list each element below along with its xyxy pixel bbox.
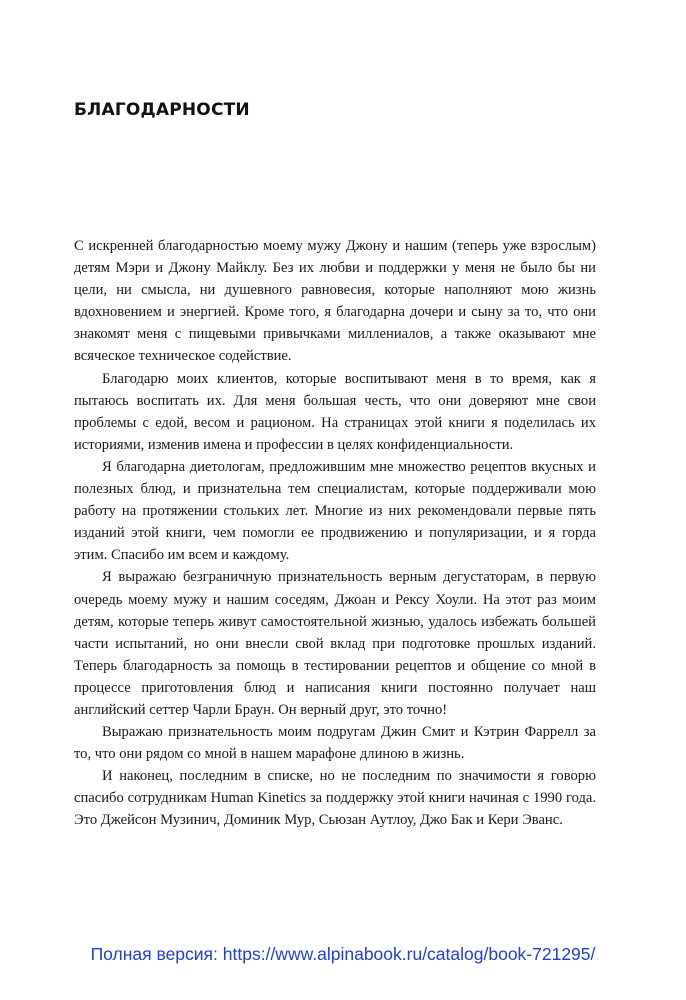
paragraph-5: Выражаю признательность моим подругам Джин Смит и Кэтрин Фаррелл за то, что они рядом со мной в нашем марафоне длиною в жизнь.: [74, 724, 596, 763]
full-version-link[interactable]: [0, 944, 686, 965]
paragraph-4: Я выражаю безграничную признательность верным дегустаторам, в первую очередь моему мужу и нашим соседям, Джоан и Рексу Хоули. На этот раз моим детям, которые теперь живут самостоятельной жизнью, удалось избежать большей части испытаний, но они внесли свой вклад при подготовке прошлых изданий. Теперь благодарность за помощь в тестировании рецептов и общение со мной в процессе приготовления блюд и написания книги постоянно получает наш английский сеттер Чарли Браун. Он верный друг, это точно!: [74, 569, 596, 718]
paragraph-2: Благодарю моих клиентов, которые воспитывают меня в то время, как я пытаюсь воспитать их. Для меня большая честь, что они доверяют мне свои проблемы с едой, весом и рационом. На страницах этой книги я поделилась их историями, изменив имена и профессии в целях конфиденциальности.: [74, 370, 596, 453]
full-version-label: Полная версия:: [90, 944, 218, 964]
paragraph-1: С искренней благодарностью моему мужу Джону и нашим (теперь уже взрослым) детям Мэри и Джону Майклу. Без их любви и поддержки у меня не было бы ни цели, ни смысла, ни душевного равновесия, которые наполняют мою жизнь вдохновением и энергией. Кроме того, я благодарна дочери и сыну за то, что они знакомят меня с пищевыми привычками миллениалов, а также оказывают мне всяческое техническое содействие.: [74, 238, 596, 365]
paragraph-3: Я благодарна диетологам, предложившим мне множество рецептов вкусных и полезных блюд, и признательна тем специалистам, которые поддерживали мою работу на протяжении стольких лет. Многие из них рекомендовали первые пять изданий этой книги, чем помогли ее продвижению и популяризации, и я горда этим. Спасибо им всем и каждому.: [74, 458, 596, 564]
paragraph-6: И наконец, последним в списке, но не последним по значимости я говорю спасибо сотрудникам Human Kinetics за поддержку этой книги начиная с 1990 года. Это Джейсон Музинич, Доминик Мур, Сьюзан Аутлоу, Джо Бак и Кери Эванс.: [74, 768, 596, 829]
acknowledgements-text: [74, 235, 596, 832]
full-version-url: https://www.alpinabook.ru/catalog/book-721295/: [222, 944, 596, 964]
page-heading: БЛАГОДАРНОСТИ: [74, 100, 250, 120]
